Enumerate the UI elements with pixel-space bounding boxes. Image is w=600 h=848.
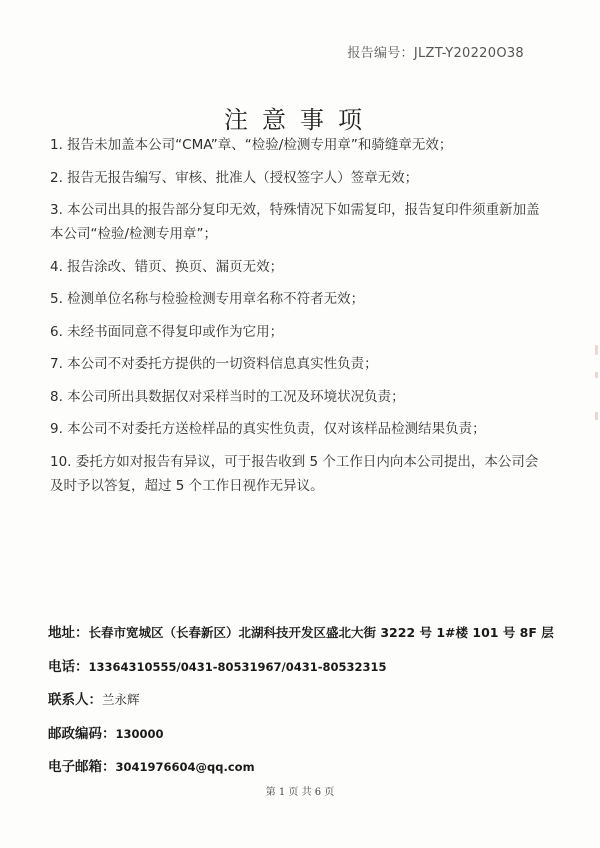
notice-item-3: 3. 本公司出具的报告部分复印无效，特殊情况下如需复印，报告复印件须重新加盖本公司“检验/检测专用章”； — [50, 202, 540, 242]
page-indicator: 第 1 页 共 6 页 — [265, 787, 335, 798]
notice-item-5: 5. 检测单位名称与检验检测专用章名称不符者无效； — [50, 291, 365, 307]
contact-person-value: 兰永辉 — [102, 692, 140, 707]
phone-label: 电话： — [48, 658, 89, 675]
notice-item-9: 9. 本公司不对委托方送检样品的真实性负责，仅对该样品检测结果负责； — [50, 421, 486, 437]
phone-value: 13364310555/0431-80531967/0431-80532315 — [88, 659, 387, 674]
address-value: 长春市宽城区（长春新区）北湖科技开发区盛北大街 3222 号 1#楼 101 号 8F 层 — [88, 625, 554, 640]
notice-item-6: 6. 未经书面同意不得复印或作为它用； — [50, 323, 284, 340]
contact-person-label: 联系人： — [48, 692, 102, 708]
postcode-value: 130000 — [115, 726, 164, 741]
address-row — [48, 622, 568, 644]
notice-item-2: 2. 报告无报告编写、审核、批准人（授权签字人）签章无效； — [50, 169, 419, 186]
address-label: 地址： — [48, 625, 89, 641]
contact-person-row — [48, 689, 568, 711]
report-number: 报告编号：JLZT-Y20220O38 — [347, 46, 524, 61]
postcode-label: 邮政编码： — [48, 725, 116, 742]
edge-stamp-mark — [595, 372, 598, 378]
notice-item-8: 8. 本公司所出具数据仅对采样当时的工况及环境状况负责； — [50, 388, 405, 405]
notice-item-1: 1. 报告未加盖本公司“CMA”章、“检验/检测专用章”和骑缝章无效； — [50, 137, 453, 153]
email-label: 电子邮箱： — [48, 759, 116, 775]
edge-stamp-mark — [595, 345, 598, 355]
notice-item-7: 7. 本公司不对委托方提供的一切资料信息真实性负责； — [50, 356, 378, 372]
page-title: 注意事项 — [224, 106, 376, 135]
email-row — [48, 756, 568, 778]
notice-item-4: 4. 报告涂改、错页、换页、漏页无效； — [50, 258, 284, 275]
email-value: 3041976604@qq.com — [115, 760, 255, 774]
notice-list — [50, 133, 550, 506]
postcode-row — [48, 723, 568, 745]
edge-stamp-mark — [595, 412, 598, 420]
notice-item-10: 10. 委托方如对报告有异议，可于报告收到 5 个工作日内向本公司提出，本公司会及时予以答复，超过 5 个工作日视作无异议。 — [50, 453, 539, 494]
phone-row — [48, 656, 568, 678]
contact-block — [48, 622, 568, 790]
